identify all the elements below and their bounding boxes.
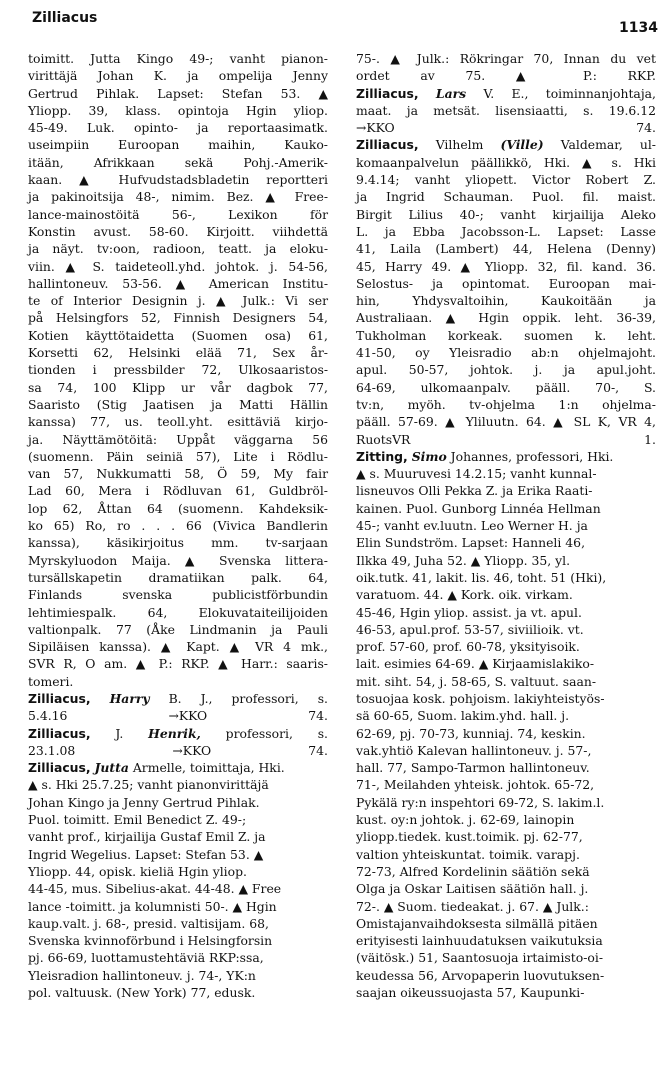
entry-continuation-right — [356, 50, 656, 85]
entry-simo-zitting — [356, 448, 656, 1002]
entry-text: B. J., professori, s. 5.4.16 →KKO 74. — [28, 690, 328, 724]
entry-given-name: Lars — [435, 85, 467, 101]
continuation-text: toimitt. Jutta Kingo 49-; vanht pianon- virittäjä Johan K. ja ompelija Jenny Gertrud Pihlak. Lapset: Stefan 53. ▲ Yliopp. 39, klass. opintoja Hgin yliop. 45-49. Luk. opinto- ja reportaasimatk. useimpiin Euroopan maihin, Kauko- itään, Afrikkaan sekä Pohj.-Amerik- kaan. ▲ Hufvudstadsbladetin reportteri ja pakinoitsija 48-, nimim. Bez. ▲ Free- lance-mainostöitä 56-, Lexikon för Konstin avust. 58-60. Kirjoitt. viihdettä ja näyt. tv:oon, radioon, teatt. ja eloku- viin. ▲ S. taideteoll.yhd. johtok. j. 54-56, hallintoneuv. 53-56. ▲ American Institu- te of Interior Designin j. ▲ Julk.: Vi ser på Helsingfors 52, Finnish Designers 54, Kotien käyttötaidetta (Suomen osa) 61, Korsetti 62, Helsinki elää 71, Sex år- tionden i pressbilder 72, Ulkosaaristos- sa 74, 100 Klipp ur vår dagbok 77, Saaristo (Stig Jaatisen ja Matti Hällin kanssa) 77, us. teoll.yht. esittäviä kirjo- ja. Näyttämötöitä: Uppåt väggarna 56 (suomenn. Päin seiniä 57), Lite i Rödlu- van 57, Nukkumatti 58, Ö 59, My fair Lad 60, Mera i Rödluvan 61, Guldbröl- lop 62, Åttan 64 (suomenn. Kahdeksik- ko 65) Ro, ro . . . 66 (Vivica Bandlerin kanssa), käsikirjoitus mm. tv-sarjaan Myrskyluodon Maija. ▲ Svenska littera- tursällskapetin dramatiikan palk. 64, Finlands svenska publicistförbundin lehtimiespalk. 64, Elokuvataiteilijoiden valtionpalk. 77 (Åke Lindmanin ja Pauli Sipiläisen kanssa). ▲ Kapt. ▲ VR 4 mk., SVR R, O am. ▲ P.: RKP. ▲ Harr.: saaris- tomeri. — [28, 51, 328, 689]
running-head: Zilliacus — [32, 10, 98, 26]
page-number: 1134 — [619, 20, 658, 36]
entry-given-name: Jutta — [94, 760, 129, 776]
entry-lars-zilliacus — [356, 85, 656, 137]
entry-jutta-zilliacus — [28, 759, 328, 1001]
entry-text: professori, s. 23.1.08 →KKO 74. — [28, 725, 328, 758]
entry-given-name: (Ville) — [500, 137, 544, 153]
entry-given-name: Harry — [109, 690, 150, 706]
entry-surname: Zitting, — [356, 448, 408, 464]
entry-ville-zilliacus — [356, 136, 656, 447]
entry-surname: Zilliacus, — [28, 725, 91, 741]
entry-prename: J. — [90, 725, 149, 741]
entry-text: Armelle, toimittaja, Hki. ▲ s. Hki 25.7.25; vanht pianonvirittäjä Johan Kingo ja Jenny Gertrud Pihlak. Puol. toimitt. Emil Benedict Z. 49-; vanht prof., kirjailija Gustaf Emil Z. ja Ingrid Wegelius. Lapset: Stefan 53. ▲ Yliopp. 44, opisk. kieliä Hgin yliop. 44-45, mus. Sibelius-akat. 44-48. ▲ Free lance -toimitt. ja kolumnisti 50-. ▲ Hgin kaup.valt. j. 68-, presid. valtisijam. 68, Svenska kvinnoförbund i Helsingforsin pj. 66-69, luottamustehtäviä RKP:ssa, Yleisradion hallintoneuv. j. 74-, YK:n pol. valtuusk. (New York) 77, edusk. — [28, 760, 285, 1001]
entry-text: Johannes, professori, Hki. ▲ s. Muuruvesi 14.2.15; vanht kunnal- lisneuvos Olli Pekka Z. ja Erika Raati- kainen. Puol. Gunborg Linnéa Hellman 45-; vanht ev.luutn. Leo Werner H. ja Elin Sundström. Lapset: Hanneli 46, Ilkka 49, Juha 52. ▲ Yliopp. 35, yl. oik.tutk. 41, lakit. lis. 46, toht. 51 (Hki), varatuom. 44. ▲ Kork. oik. virkam. 45-46, Hgin yliop. assist. ja vt. apul. 46-53, apul.prof. 53-57, siviilioik. vt. prof. 57-60, prof. 60-78, yksityisoik. lait. esimies 64-69. ▲ Kirjaamislakiko- mit. siht. 54, j. 58-65, S. valtuut. saan- tosuojaa kosk. pohjoism. lakiyhteistyös- sä 60-65, Suom. lakim.yhd. hall. j. 62-69, pj. 70-73, kunniaj. 74, keskin. vak.yhtiö Kalevan hallintoneuv. j. 57-, hall. 77, Sampo-Tarmon hallintoneuv. 71-, Meilahden yhteisk. johtok. 65-72, Pykälä ry:n inspehtori 69-72, S. lakim.l. kust. oy:n johtok. j. 62-69, lainopin yliopp.tiedek. kust.toimik. pj. 62-77, valtion yhteiskuntat. toimik. varapj. 72-73, Alfred Kordelinin säätiön sekä Olga ja Oskar Laitisen säätiön hall. j. 72-. ▲ Suom. tiedeakat. j. 67. ▲ Julk.: Omistajanvaihdoksesta silmällä pitäen erityisesti lainhuudatuksen vaikutuksia (väitösk.) 51, Saantosuoja irtaimisto-oi- keudessa 56, Arvopaperin luovutuksen- saajan oikeussuojasta 57, Kaupunki- — [356, 448, 614, 1001]
entry-surname: Zilliacus, — [356, 85, 419, 101]
left-column — [28, 50, 328, 1001]
entry-henrik-zilliacus — [28, 725, 328, 760]
entry-given-name: Simo — [411, 448, 447, 464]
entry-text: Valdemar, ul- komaanpalvelun päällikkö, Hki. ▲ s. Hki 9.4.14; vanht yliopett. Victor Robert Z. ja Ingrid Schauman. Puol. fil. maist. Birgit Lilius 40-; vanht kirjailija Aleko L. ja Ebba Jacobsson-L. Lapset: Lasse 41, Laila (Lambert) 44, Helena (Denny) 45, Harry 49. ▲ Yliopp. 32, fil. kand. 36. Selostus- ja opintomat. Euroopan mai- hin, Yhdysvaltoihin, Kaukoitään ja Australiaan. ▲ Hgin oppik. leht. 36-39, Tukholman korkeak. suomen k. leht. 41-50, oy Yleisradio ab:n ohjelmajoht. apul. 50-57, johtok. j. ja apul.joht. 64-69, ulkomaanpalv. pääll. 70-, S. tv:n, myöh. tv-ohjelma 1:n ohjelma- pääll. 57-69. ▲ Yliluutn. 64. ▲ SL K, VR 4, RuotsVR 1. — [356, 137, 656, 447]
entry-text: V. E., toiminnanjohtaja, maat. ja metsät. lisensiaatti, s. 19.6.12 →KKO 74. — [356, 85, 656, 136]
entry-prename: Vilhelm — [418, 137, 501, 153]
right-column — [356, 50, 656, 1001]
entry-surname: Zilliacus, — [356, 137, 419, 153]
continuation-text: 75-. ▲ Julk.: Rökringar 70, Innan du vet ordet av 75. ▲ P.: RKP. — [356, 51, 656, 84]
entry-surname: Zilliacus, — [28, 760, 91, 776]
entry-continuation-left — [28, 50, 328, 690]
entry-harry-zilliacus — [28, 690, 328, 725]
entry-given-name: Henrik, — [148, 725, 201, 741]
entry-surname: Zilliacus, — [28, 690, 91, 706]
